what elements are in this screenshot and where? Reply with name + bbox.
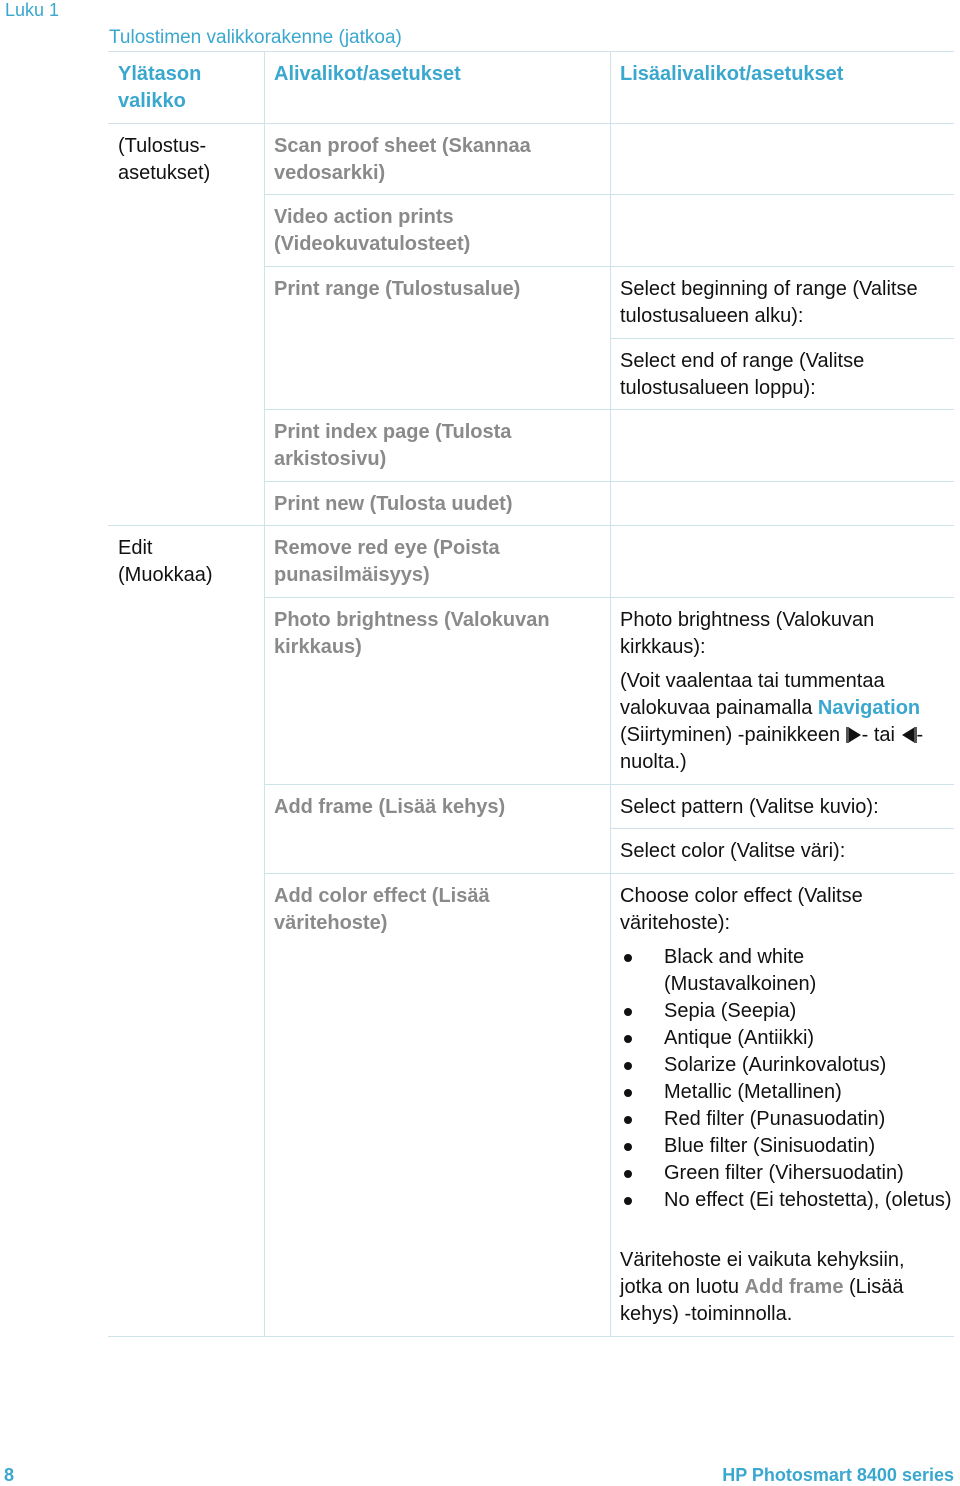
col-divider <box>264 51 265 1337</box>
table-caption: Tulostimen valikkorakenne (jatkoa) <box>109 27 402 48</box>
effect-note <box>620 1247 952 1328</box>
rule <box>610 338 954 339</box>
page-number: 8 <box>4 1465 15 1485</box>
item-video-action: Video action prints (Videokuvatulosteet) <box>274 206 471 255</box>
option-select-end: Select end of range (Valitse tulostusalueen loppu): <box>620 350 865 399</box>
item-remove-red-eye: Remove red eye (Poista punasilmäisyys) <box>274 537 500 586</box>
rule-edit <box>108 525 954 526</box>
header-submenu: Alivalikot/asetukset <box>274 63 461 85</box>
list-item: Blue filter (Sinisuodatin) <box>620 1133 952 1160</box>
menu-table <box>108 51 954 1337</box>
add-frame-ref: Add frame <box>744 1276 844 1298</box>
brightness-note-start: (Voit vaalentaa tai tummentaa valokuvaa painamalla <box>620 670 885 719</box>
option-select-color: Select color (Valitse väri): <box>620 840 846 862</box>
option-photo-brightness: Photo brightness (Valokuvan kirkkaus): <box>620 609 875 658</box>
rule <box>264 784 954 785</box>
left-arrow-icon <box>901 726 917 744</box>
option-select-beginning: Select beginning of range (Valitse tulostusalueen alku): <box>620 278 918 327</box>
list-item: Antique (Antiikki) <box>620 1025 952 1052</box>
rule <box>264 266 954 267</box>
list-item: Red filter (Punasuodatin) <box>620 1106 952 1133</box>
item-scan-proof: Scan proof sheet (Skannaa vedosarkki) <box>274 135 531 184</box>
effect-note-end: (Lisää kehys) -toiminnolla. <box>620 1276 904 1325</box>
brightness-note-end: -nuolta.) <box>620 724 924 773</box>
list-item: Sepia (Seepia) <box>620 998 952 1025</box>
rule <box>264 873 954 874</box>
rule <box>264 481 954 482</box>
list-item: Solarize (Aurinkovalotus) <box>620 1052 952 1079</box>
brightness-note <box>620 668 952 776</box>
list-item: Metallic (Metallinen) <box>620 1079 952 1106</box>
rule-header <box>108 123 954 124</box>
item-add-frame: Add frame (Lisää kehys) <box>274 796 506 818</box>
item-print-new: Print new (Tulosta uudet) <box>274 493 513 515</box>
effects-list-wrap <box>620 944 952 1214</box>
brightness-note-tai: - tai <box>861 724 901 746</box>
rule <box>264 194 954 195</box>
effect-note-start: Väritehoste ei vaikuta kehyksiin, jotka on luotu <box>620 1249 905 1298</box>
menu-print-options: (Tulostus-asetukset) <box>118 135 211 184</box>
item-print-index: Print index page (Tulosta arkistosivu) <box>274 421 512 470</box>
header-top-menu: Ylätason valikko <box>118 63 202 112</box>
list-item: No effect (Ei tehostetta), (oletus) <box>620 1187 952 1214</box>
navigation-label: Navigation <box>817 697 921 719</box>
option-choose-color-effect: Choose color effect (Valitse väritehoste): <box>620 885 863 934</box>
rule <box>264 409 954 410</box>
menu-edit: Edit (Muokkaa) <box>118 537 213 586</box>
col-divider <box>610 51 611 1337</box>
rule-bottom <box>108 1336 954 1337</box>
chapter-label: Luku 1 <box>5 0 60 20</box>
footer-title: HP Photosmart 8400 series <box>722 1465 954 1485</box>
list-item: Black and white (Mustavalkoinen) <box>620 944 952 998</box>
rule-top <box>108 51 954 52</box>
item-photo-brightness: Photo brightness (Valokuvan kirkkaus) <box>274 609 550 658</box>
brightness-note-mid: (Siirtyminen) -painikkeen <box>620 724 846 746</box>
rule <box>264 597 954 598</box>
right-arrow-icon <box>846 726 862 744</box>
header-additional: Lisäalivalikot/asetukset <box>620 63 844 85</box>
effects-list <box>620 944 952 1214</box>
rule <box>610 828 954 829</box>
list-item: Green filter (Vihersuodatin) <box>620 1160 952 1187</box>
option-select-pattern: Select pattern (Valitse kuvio): <box>620 796 879 818</box>
item-add-color-effect: Add color effect (Lisää väritehoste) <box>274 885 490 934</box>
item-print-range: Print range (Tulostusalue) <box>274 278 521 300</box>
